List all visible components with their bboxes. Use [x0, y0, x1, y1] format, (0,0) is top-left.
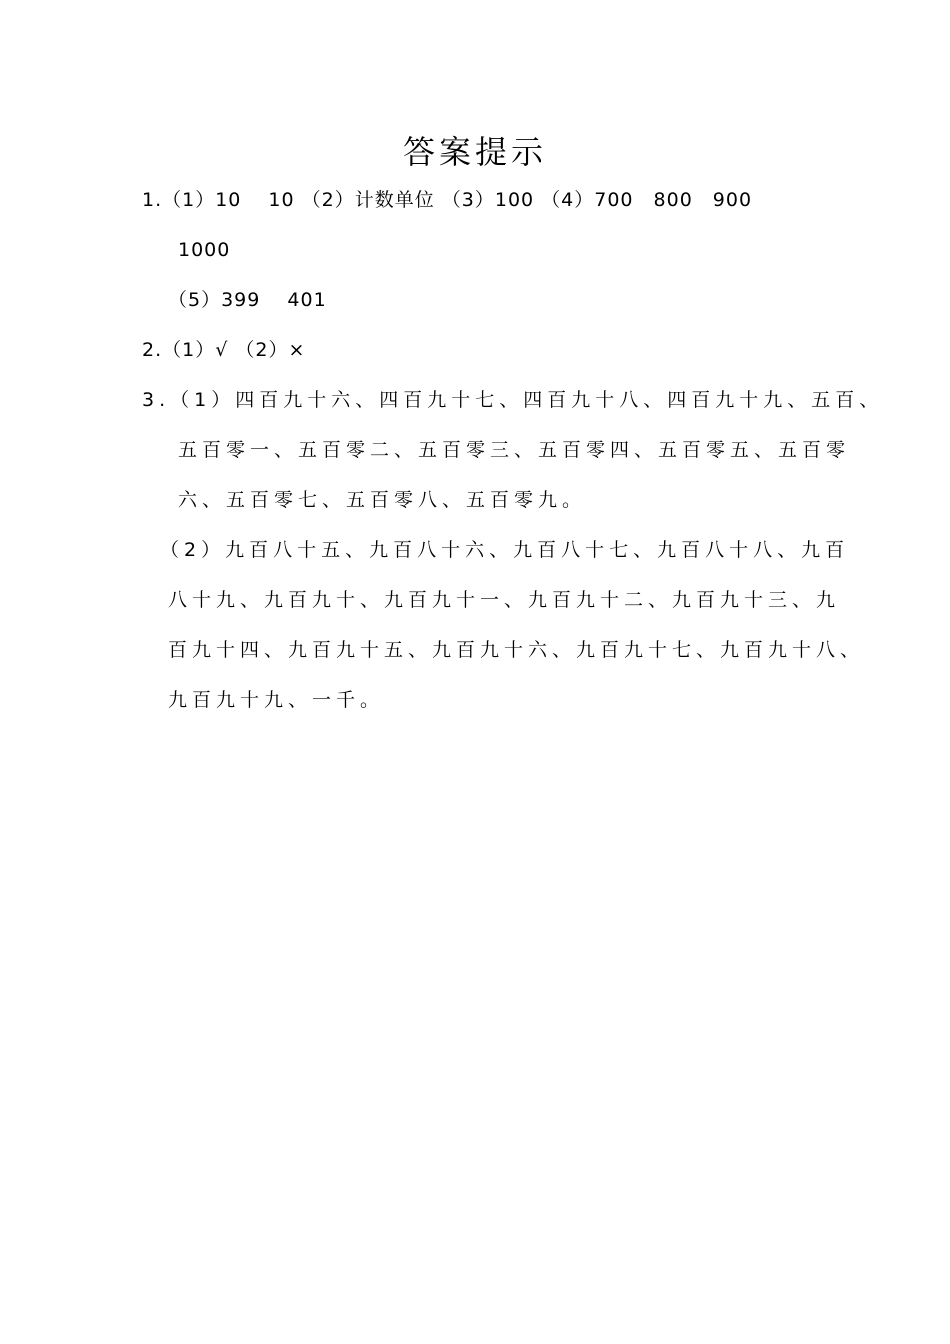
answer-3-part-2-line-3: 百九十四、九百九十五、九百九十六、九百九十七、九百九十八、	[168, 639, 865, 661]
answer-3-part-2-line-4: 九百九十九、一千。	[168, 689, 385, 711]
answer-3-part-1-line-3: 六、五百零七、五百零八、五百零九。	[178, 489, 587, 511]
answer-3-part-1-line-2: 五百零一、五百零二、五百零三、五百零四、五百零五、五百零	[178, 439, 851, 461]
answer-1-line-1: 1.（1）10 10 （2）计数单位 （3）100 （4）700 800 900	[142, 189, 753, 211]
answer-3-part-2-line-1: （2）九百八十五、九百八十六、九百八十七、九百八十八、九百	[160, 539, 850, 561]
answer-3-part-1-line-1: 3.（1）四百九十六、四百九十七、四百九十八、四百九十九、五百、	[142, 389, 884, 411]
answer-3-part-2-line-2: 八十九、九百九十、九百九十一、九百九十二、九百九十三、九	[168, 589, 841, 611]
answer-1-line-2: 1000	[178, 239, 231, 261]
page-title: 答案提示	[402, 133, 547, 171]
answer-2-line-1: 2.（1）√ （2）×	[142, 339, 306, 361]
answer-1-line-3: （5）399 401	[168, 289, 327, 311]
